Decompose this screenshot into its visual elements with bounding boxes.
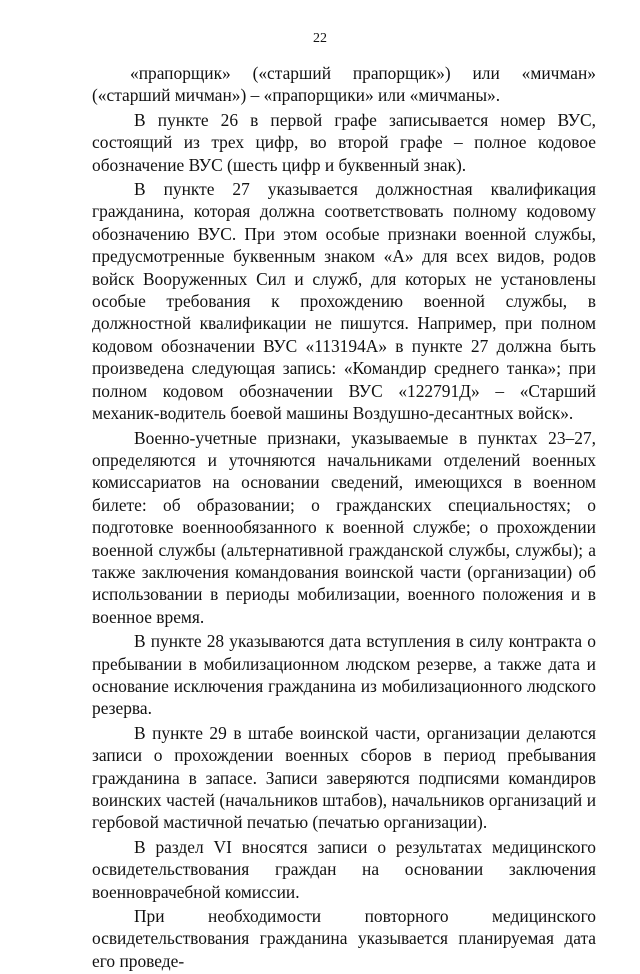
paragraph-item-28: В пункте 28 указываются дата вступления в силу контракта о пребывании в мобилизационном людском резерве, а также дата и основание исключения гражданина из мобилизационного людского резерва.	[92, 631, 596, 719]
body-text	[92, 62, 596, 974]
paragraph-item-27: В пункте 27 указывается должностная квалификация гражданина, которая должна соответствовать полному кодовому обозначению ВУС. При этом особые признаки военной службы, предусмотренные буквенным знаком «А» для всех видов, родов войск Вооруженных Сил и служб, для которых не установлены особые требования к прохождению военной службы, в должностной квалификации не пишутся. Например, при полном кодовом обозначении ВУС «113194А» в пункте 27 должна быть произведена следующая запись: «Командир среднего танка»; при полном кодовом обозначении ВУС «122791Д» – «Старший механик-водитель боевой машины Воздушно-десантных войск».	[92, 179, 596, 424]
paragraph-continuation: «прапорщик» («старший прапорщик») или «мичман» («старший мичман») – «прапорщики» или «мичманы».	[92, 63, 596, 106]
page-number: 22	[313, 31, 327, 46]
paragraph-military-attributes: Военно-учетные признаки, указываемые в пунктах 23–27, определяются и уточняются начальниками отделений военных комиссариатов на основании сведений, имеющихся в военном билете: об образовании; о гражданских специальностях; о подготовке военнообязанного к военной службе; о прохождении военной службы (альтернативной гражданской службы, службы); а также заключения командования воинской части (организации) об использовании в периоды мобилизации, военного положения и в военное время.	[92, 427, 596, 627]
paragraph-item-29: В пункте 29 в штабе воинской части, организации делаются записи о прохождении военных сборов в период пребывания гражданина в запасе. Записи заверяются подписями командиров воинских частей (начальников штабов), начальников организаций и гербовой мастичной печатью (печатью организации).	[92, 722, 596, 833]
paragraph-repeat-examination: При необходимости повторного медицинского освидетельствования гражданина указывается планируемая дата его проведе-	[92, 906, 596, 971]
paragraph-item-26: В пункте 26 в первой графе записывается номер ВУС, состоящий из трех цифр, во второй графе – полное кодовое обозначение ВУС (шесть цифр и буквенный знак).	[92, 109, 596, 175]
paragraph-section-vi: В раздел VI вносятся записи о результатах медицинского освидетельствования граждан на основании заключения военноврачебной комиссии.	[92, 836, 596, 902]
